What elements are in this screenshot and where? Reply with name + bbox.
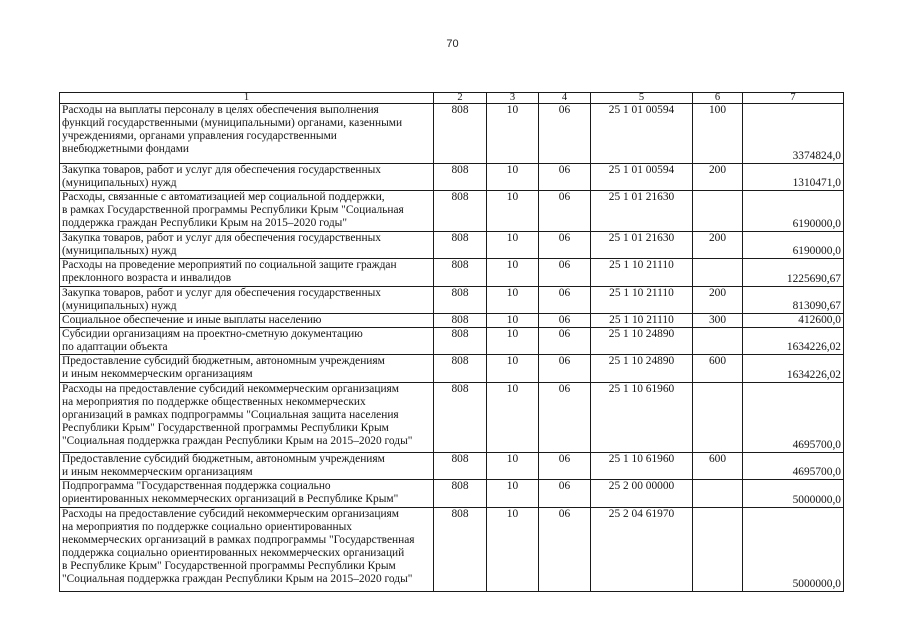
description-cell: Закупка товаров, работ и услуг для обеспечения государственных (муниципальных) нужд bbox=[60, 164, 434, 191]
column-number: 6 bbox=[693, 93, 743, 104]
column-number: 7 bbox=[743, 93, 844, 104]
subsection-cell: 06 bbox=[539, 287, 591, 314]
section-cell: 10 bbox=[487, 355, 539, 383]
description-cell: Подпрограмма "Государственная поддержка социально ориентированных некоммерческих организаций в Республике Крым" bbox=[60, 480, 434, 508]
department-code-cell: 808 bbox=[434, 508, 487, 592]
amount-cell: 813090,67 bbox=[743, 287, 844, 314]
description-cell: Закупка товаров, работ и услуг для обеспечения государственных (муниципальных) нужд bbox=[60, 287, 434, 314]
target-article-cell: 25 1 10 24890 bbox=[591, 355, 693, 383]
expense-type-cell bbox=[693, 328, 743, 355]
expense-type-cell: 200 bbox=[693, 164, 743, 191]
expense-type-cell: 200 bbox=[693, 287, 743, 314]
section-cell: 10 bbox=[487, 259, 539, 287]
section-cell: 10 bbox=[487, 508, 539, 592]
target-article-cell: 25 1 01 00594 bbox=[591, 104, 693, 164]
subsection-cell: 06 bbox=[539, 383, 591, 453]
column-number: 2 bbox=[434, 93, 487, 104]
description-cell: Предоставление субсидий бюджетным, автономным учреждениям и иным некоммерческим организациям bbox=[60, 453, 434, 480]
table-row bbox=[60, 480, 844, 508]
amount-cell: 4695700,0 bbox=[743, 453, 844, 480]
department-code-cell: 808 bbox=[434, 453, 487, 480]
table-row bbox=[60, 355, 844, 383]
department-code-cell: 808 bbox=[434, 383, 487, 453]
target-article-cell: 25 1 10 21110 bbox=[591, 287, 693, 314]
amount-cell: 1310471,0 bbox=[743, 164, 844, 191]
amount-cell: 6190000,0 bbox=[743, 232, 844, 259]
section-cell: 10 bbox=[487, 314, 539, 328]
amount-cell: 5000000,0 bbox=[743, 508, 844, 592]
expense-type-cell bbox=[693, 508, 743, 592]
expense-type-cell: 200 bbox=[693, 232, 743, 259]
column-number: 1 bbox=[60, 93, 434, 104]
description-cell: Социальное обеспечение и иные выплаты населению bbox=[60, 314, 434, 328]
department-code-cell: 808 bbox=[434, 259, 487, 287]
expense-type-cell: 100 bbox=[693, 104, 743, 164]
expense-type-cell bbox=[693, 259, 743, 287]
subsection-cell: 06 bbox=[539, 191, 591, 232]
table-row bbox=[60, 259, 844, 287]
column-number: 3 bbox=[487, 93, 539, 104]
subsection-cell: 06 bbox=[539, 164, 591, 191]
section-cell: 10 bbox=[487, 191, 539, 232]
department-code-cell: 808 bbox=[434, 164, 487, 191]
description-cell: Расходы на проведение мероприятий по социальной защите граждан преклонного возраста и инвалидов bbox=[60, 259, 434, 287]
subsection-cell: 06 bbox=[539, 453, 591, 480]
target-article-cell: 25 1 01 00594 bbox=[591, 164, 693, 191]
table-row bbox=[60, 104, 844, 164]
department-code-cell: 808 bbox=[434, 480, 487, 508]
amount-cell: 5000000,0 bbox=[743, 480, 844, 508]
target-article-cell: 25 1 10 61960 bbox=[591, 383, 693, 453]
department-code-cell: 808 bbox=[434, 314, 487, 328]
expense-type-cell bbox=[693, 383, 743, 453]
department-code-cell: 808 bbox=[434, 191, 487, 232]
budget-table bbox=[59, 92, 844, 592]
page-number: 70 bbox=[446, 38, 459, 50]
section-cell: 10 bbox=[487, 287, 539, 314]
subsection-cell: 06 bbox=[539, 480, 591, 508]
description-cell: Расходы, связанные с автоматизацией мер социальной поддержки, в рамках Государственной программы Республики Крым "Социальная поддержка граждан Республики Крым на 2015–2020 годы" bbox=[60, 191, 434, 232]
table-row bbox=[60, 453, 844, 480]
subsection-cell: 06 bbox=[539, 508, 591, 592]
amount-cell: 6190000,0 bbox=[743, 191, 844, 232]
section-cell: 10 bbox=[487, 164, 539, 191]
amount-cell: 1634226,02 bbox=[743, 355, 844, 383]
amount-cell: 1634226,02 bbox=[743, 328, 844, 355]
description-cell: Субсидии организациям на проектно-сметную документацию по адаптации объекта bbox=[60, 328, 434, 355]
table-row bbox=[60, 232, 844, 259]
expense-type-cell: 300 bbox=[693, 314, 743, 328]
table-row bbox=[60, 328, 844, 355]
expense-type-cell: 600 bbox=[693, 355, 743, 383]
description-cell: Расходы на предоставление субсидий некоммерческим организациям на мероприятия по поддержке социально ориентированных некоммерческих организаций в рамках подпрограммы "Государственная поддержка социально ориентированных некоммерческих организаций в Республике Крым" Государственной программы Республики Крым "Социальная поддержка граждан Республики Крым на 2015–2020 годы" bbox=[60, 508, 434, 592]
column-number: 5 bbox=[591, 93, 693, 104]
amount-cell: 1225690,67 bbox=[743, 259, 844, 287]
subsection-cell: 06 bbox=[539, 328, 591, 355]
table-row bbox=[60, 383, 844, 453]
target-article-cell: 25 1 01 21630 bbox=[591, 232, 693, 259]
target-article-cell: 25 2 04 61970 bbox=[591, 508, 693, 592]
target-article-cell: 25 2 00 00000 bbox=[591, 480, 693, 508]
expense-type-cell bbox=[693, 480, 743, 508]
department-code-cell: 808 bbox=[434, 287, 487, 314]
department-code-cell: 808 bbox=[434, 328, 487, 355]
table-row bbox=[60, 314, 844, 328]
section-cell: 10 bbox=[487, 104, 539, 164]
table-row bbox=[60, 508, 844, 592]
target-article-cell: 25 1 10 21110 bbox=[591, 314, 693, 328]
subsection-cell: 06 bbox=[539, 314, 591, 328]
amount-cell: 3374824,0 bbox=[743, 104, 844, 164]
description-cell: Расходы на предоставление субсидий некоммерческим организациям на мероприятия по поддержке общественных некоммерческих организаций в рамках подпрограммы "Социальная защита населения Республики Крым" Государственной программы Республики Крым "Социальная поддержка граждан Республики Крым на 2015–2020 годы" bbox=[60, 383, 434, 453]
target-article-cell: 25 1 10 61960 bbox=[591, 453, 693, 480]
column-number: 4 bbox=[539, 93, 591, 104]
target-article-cell: 25 1 10 24890 bbox=[591, 328, 693, 355]
subsection-cell: 06 bbox=[539, 355, 591, 383]
subsection-cell: 06 bbox=[539, 232, 591, 259]
table-row bbox=[60, 164, 844, 191]
expense-type-cell bbox=[693, 191, 743, 232]
section-cell: 10 bbox=[487, 383, 539, 453]
target-article-cell: 25 1 01 21630 bbox=[591, 191, 693, 232]
section-cell: 10 bbox=[487, 480, 539, 508]
target-article-cell: 25 1 10 21110 bbox=[591, 259, 693, 287]
section-cell: 10 bbox=[487, 232, 539, 259]
amount-cell: 412600,0 bbox=[743, 314, 844, 328]
subsection-cell: 06 bbox=[539, 259, 591, 287]
expense-type-cell: 600 bbox=[693, 453, 743, 480]
table-row bbox=[60, 287, 844, 314]
description-cell: Расходы на выплаты персоналу в целях обеспечения выполнения функций государственными (муниципальными) органами, казенными учреждениями, органами управления государственными внебюджетными фондами bbox=[60, 104, 434, 164]
section-cell: 10 bbox=[487, 453, 539, 480]
amount-cell: 4695700,0 bbox=[743, 383, 844, 453]
description-cell: Предоставление субсидий бюджетным, автономным учреждениям и иным некоммерческим организациям bbox=[60, 355, 434, 383]
department-code-cell: 808 bbox=[434, 232, 487, 259]
table-row bbox=[60, 191, 844, 232]
description-cell: Закупка товаров, работ и услуг для обеспечения государственных (муниципальных) нужд bbox=[60, 232, 434, 259]
department-code-cell: 808 bbox=[434, 104, 487, 164]
subsection-cell: 06 bbox=[539, 104, 591, 164]
section-cell: 10 bbox=[487, 328, 539, 355]
department-code-cell: 808 bbox=[434, 355, 487, 383]
column-number-row bbox=[60, 93, 844, 104]
